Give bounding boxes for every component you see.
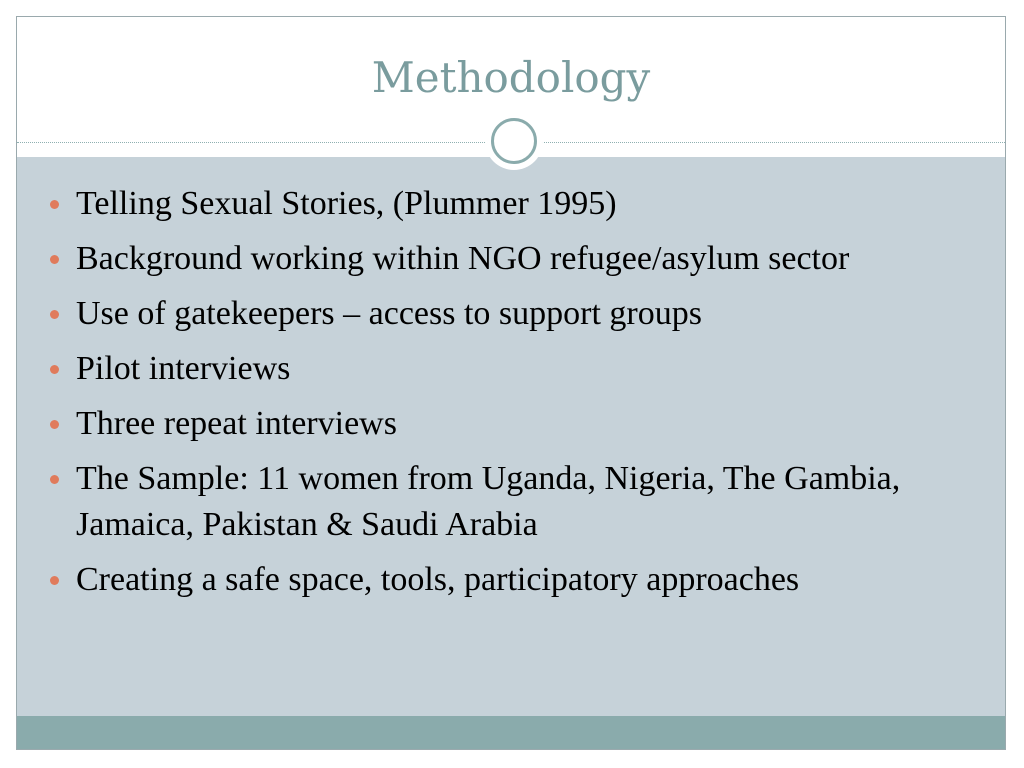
- bullet-item: [17, 401, 1006, 447]
- footer-band: [17, 716, 1005, 750]
- bullet-dot-icon: [50, 310, 59, 319]
- slide: [16, 16, 1006, 750]
- bullet-item: [17, 181, 1006, 227]
- slide-title: Methodology: [371, 53, 651, 102]
- bullet-dot-icon: [50, 255, 59, 264]
- bullet-text: Creating a safe space, tools, participatory approaches: [76, 561, 800, 598]
- bullet-dot-icon: [50, 475, 59, 484]
- bullet-item: [17, 236, 1006, 282]
- bullet-item: [17, 456, 1006, 548]
- bullet-text: Use of gatekeepers – access to support groups: [76, 295, 702, 332]
- bullet-text: Background working within NGO refugee/asylum sector: [76, 240, 850, 277]
- bullet-text: Three repeat interviews: [76, 405, 397, 442]
- bullet-item: [17, 557, 1006, 603]
- ornament-ring: [491, 118, 537, 164]
- bullet-text: Pilot interviews: [76, 350, 291, 387]
- bullet-dot-icon: [50, 420, 59, 429]
- bullet-dot-icon: [50, 576, 59, 585]
- bullet-list: [17, 181, 1006, 612]
- circle-ring-icon: [485, 112, 543, 170]
- bullet-text: The Sample: 11 women from Uganda, Nigeria, The Gambia, Jamaica, Pakistan & Saudi Arabia: [76, 460, 901, 543]
- bullet-item: [17, 291, 1006, 337]
- bullet-dot-icon: [50, 365, 59, 374]
- bullet-item: [17, 346, 1006, 392]
- bullet-dot-icon: [50, 200, 59, 209]
- bullet-text: Telling Sexual Stories, (Plummer 1995): [76, 185, 617, 222]
